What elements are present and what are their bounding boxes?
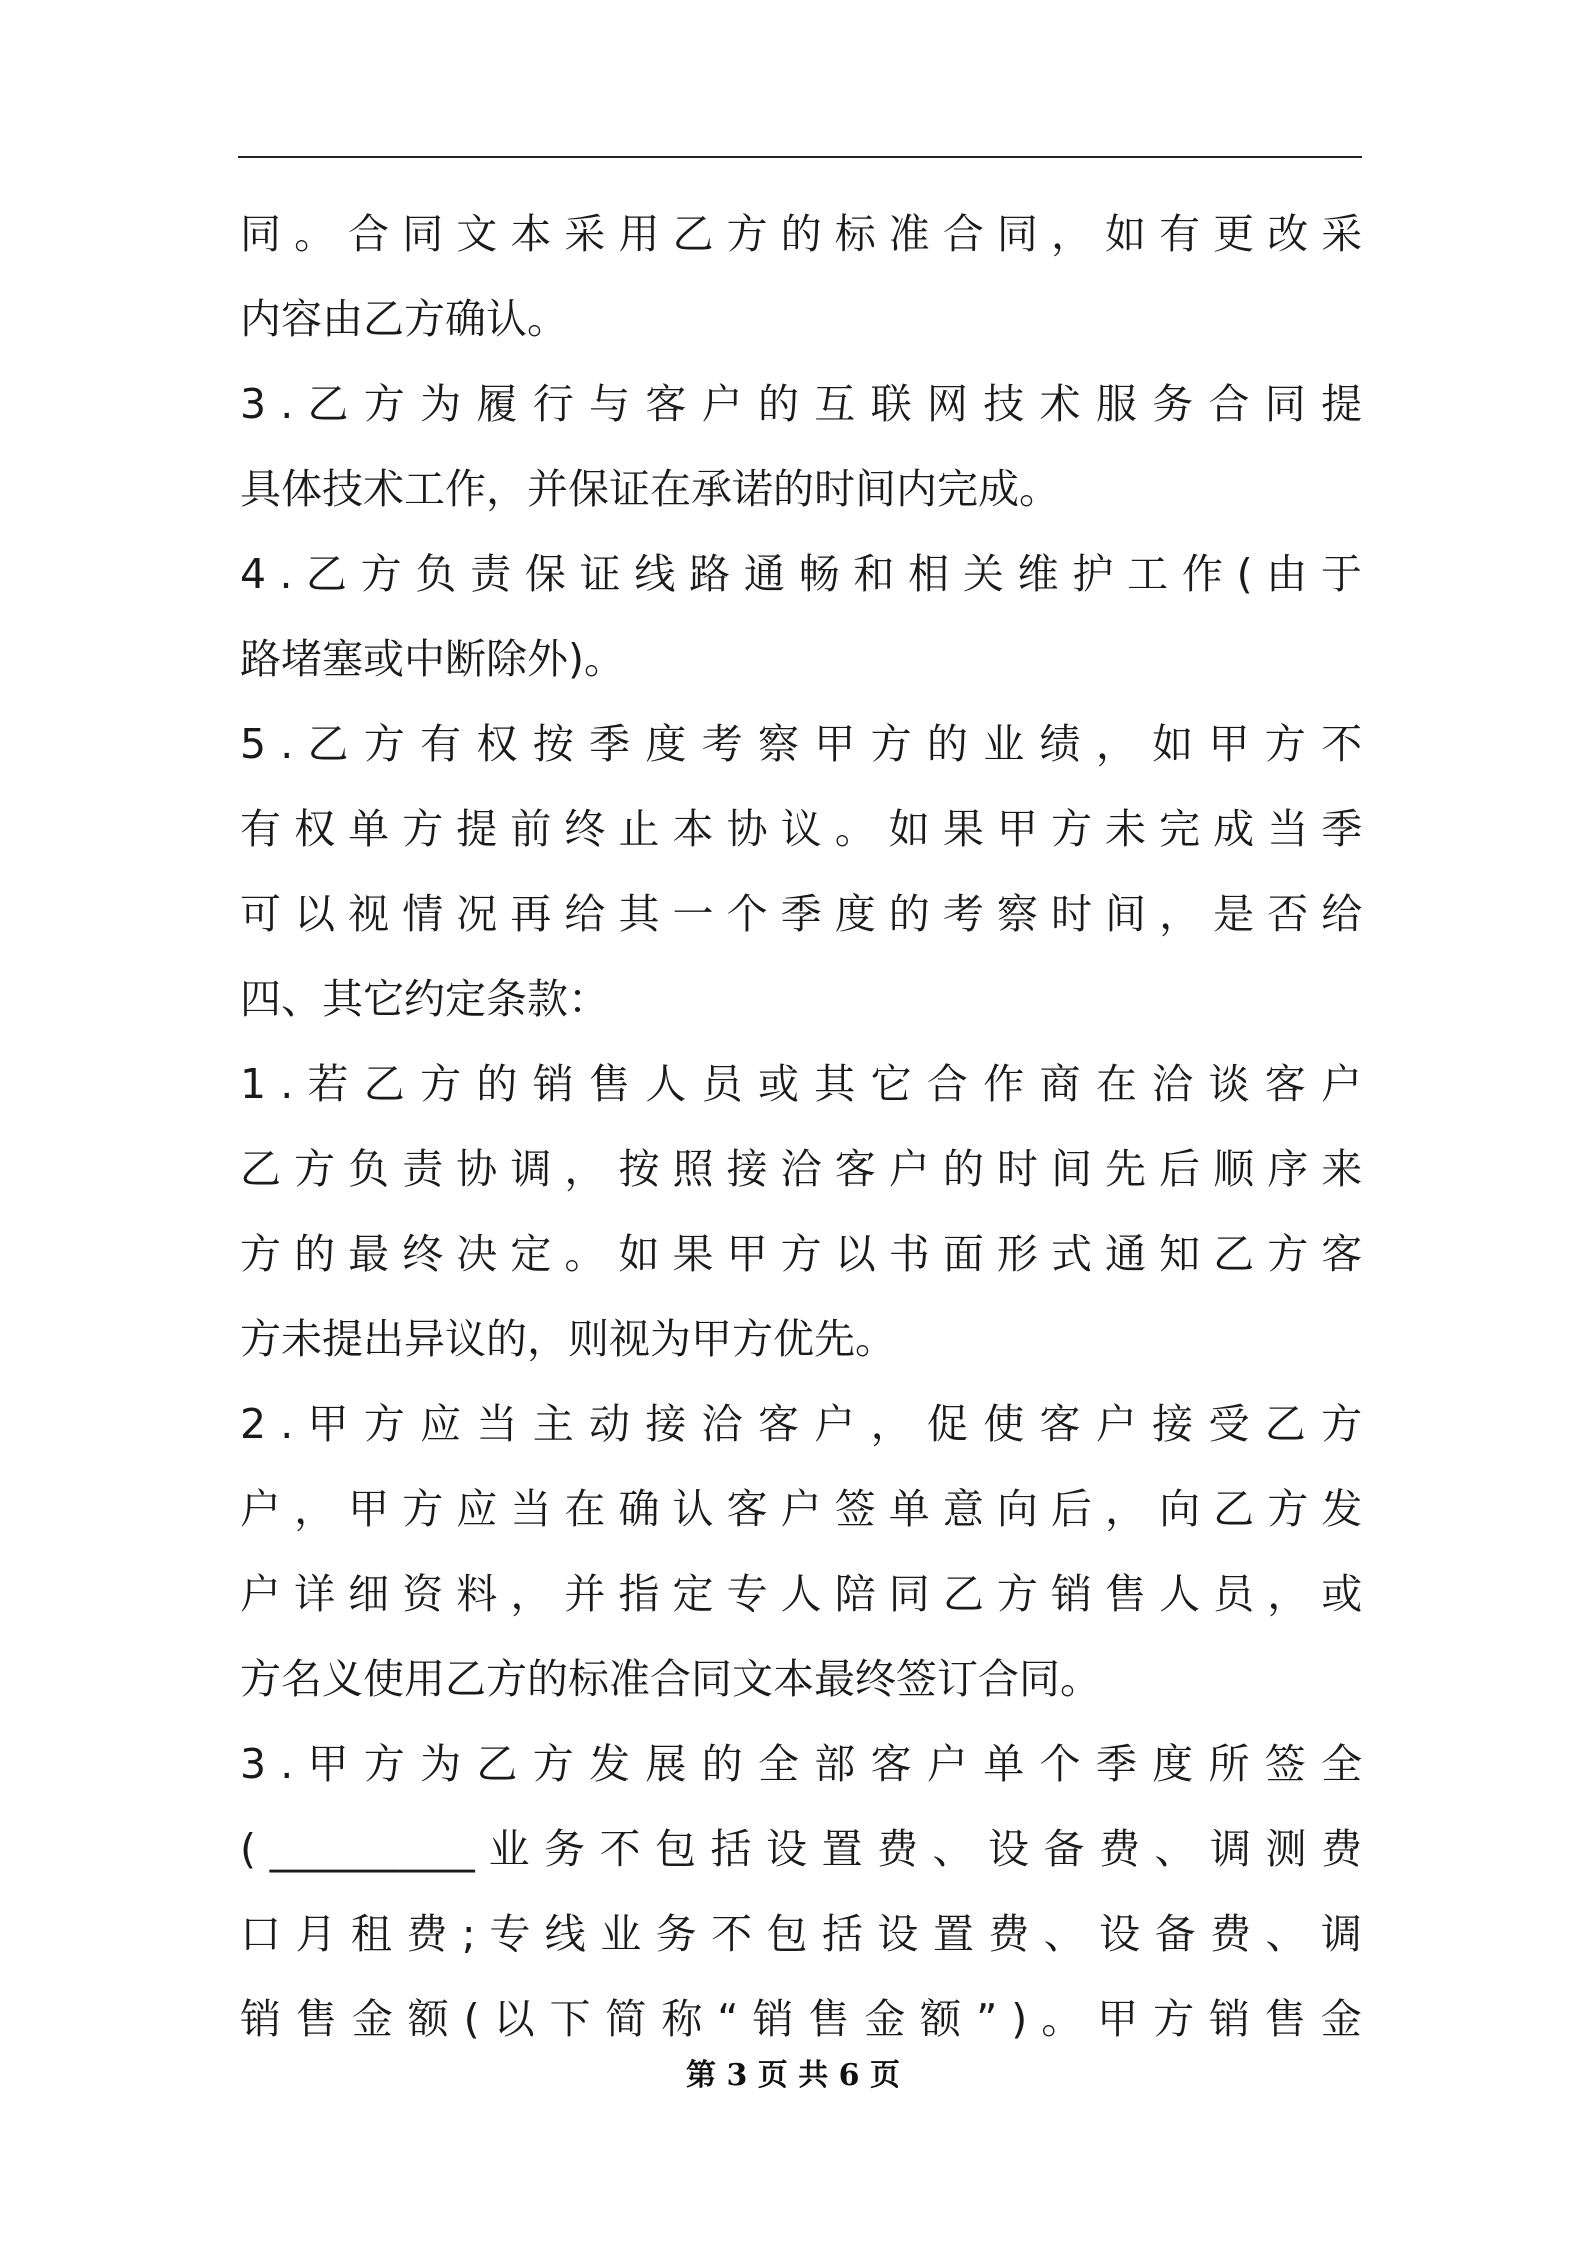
text-line: 户 ， 甲 方 应 当 在 确 认 客 户 签 单 意 向 后 ， 向 乙 方 发 (240, 1485, 1362, 1533)
text-line: 可 以 视 情 况 再 给 其 一 个 季 度 的 考 察 时 间 ， 是 否 给 (240, 890, 1362, 938)
page-footer: 第 3 页 共 6 页 (686, 2058, 900, 2093)
text-line: 有 权 单 方 提 前 终 止 本 协 议 。 如 果 甲 方 未 完 成 当 季 (240, 805, 1362, 853)
text-line: 四、其它约定条款： (240, 975, 609, 1023)
header-rule (238, 156, 1362, 158)
text-line: 同 。 合 同 文 本 采 用 乙 方 的 标 准 合 同 ， 如 有 更 改 采 (240, 210, 1362, 258)
text-line: 销 售 金 额 ( 以 下 简 称 “ 销 售 金 额 ” ) 。 甲 方 销 售 金 (240, 1995, 1362, 2043)
text-line: 内容由乙方确认。 (240, 295, 568, 343)
text-line: 4 . 乙 方 负 责 保 证 线 路 通 畅 和 相 关 维 护 工 作 ( 由 于 (240, 550, 1362, 598)
text-line: 路堵塞或中断除外)。 (240, 635, 625, 683)
text-line: 2 . 甲 方 应 当 主 动 接 洽 客 户 ， 促 使 客 户 接 受 乙 方 (240, 1400, 1362, 1448)
text-line: 3 . 甲 方 为 乙 方 发 展 的 全 部 客 户 单 个 季 度 所 签 全 (240, 1740, 1362, 1788)
text-line: 户 详 细 资 料 ， 并 指 定 专 人 陪 同 乙 方 销 售 人 员 ， 或 (240, 1570, 1362, 1618)
text-line: 5 . 乙 方 有 权 按 季 度 考 察 甲 方 的 业 绩 ， 如 甲 方 不 (240, 720, 1362, 768)
text-line: 方未提出异议的，则视为甲方优先。 (240, 1315, 896, 1363)
text-line: 乙 方 负 责 协 调 ， 按 照 接 洽 客 户 的 时 间 先 后 顺 序 来 (240, 1145, 1362, 1193)
text-line: 方名义使用乙方的标准合同文本最终签订合同。 (240, 1655, 1101, 1703)
document-body (240, 192, 1362, 2062)
text-line: 方 的 最 终 决 定 。 如 果 甲 方 以 书 面 形 式 通 知 乙 方 客 (240, 1230, 1362, 1278)
text-line: 口 月 租 费 ; 专 线 业 务 不 包 括 设 置 费 、 设 备 费 、 调 (240, 1910, 1362, 1958)
text-line: 具体技术工作，并保证在承诺的时间内完成。 (240, 465, 1060, 513)
text-line: 1 . 若 乙 方 的 销 售 人 员 或 其 它 合 作 商 在 洽 谈 客 户 (240, 1060, 1362, 1108)
text-line: 3 . 乙 方 为 履 行 与 客 户 的 互 联 网 技 术 服 务 合 同 提 (240, 380, 1362, 428)
text-line: ( __________ 业 务 不 包 括 设 置 费 、 设 备 费 、 调 测 费 (240, 1825, 1362, 1873)
